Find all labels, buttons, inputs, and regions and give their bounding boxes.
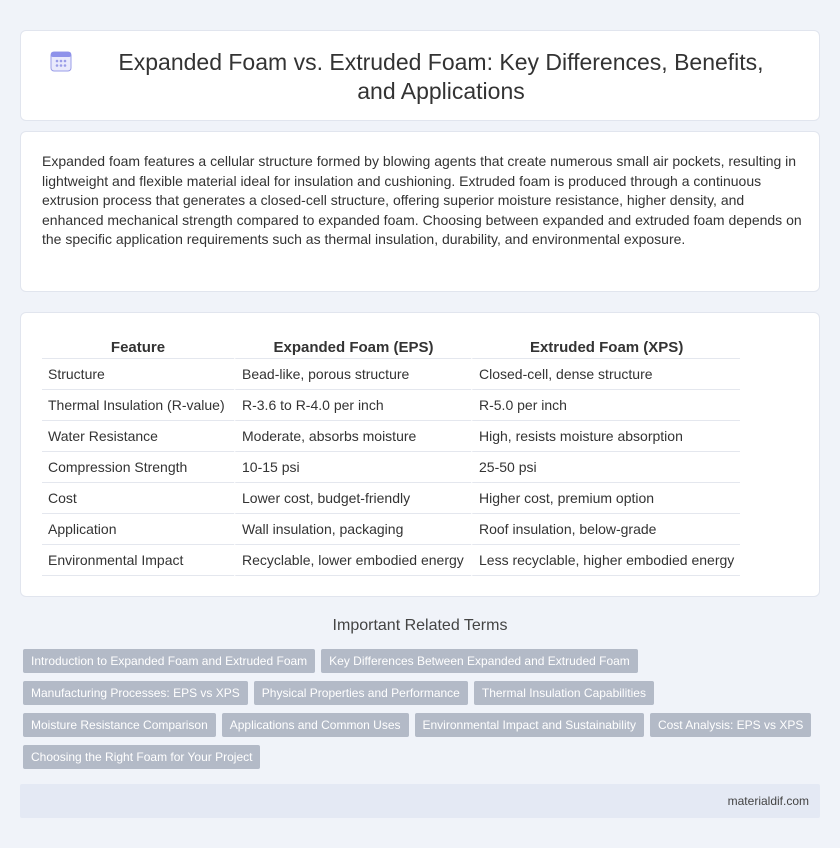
footer-bar <box>20 784 820 818</box>
related-term-tag[interactable]: Physical Properties and Performance <box>254 681 468 705</box>
related-term-tag[interactable]: Key Differences Between Expanded and Extruded Foam <box>321 649 638 673</box>
table-row <box>42 514 740 545</box>
table-row <box>42 359 740 390</box>
row-label: Structure <box>42 359 234 390</box>
table-row <box>42 483 740 514</box>
related-terms-list <box>23 649 823 769</box>
row-label: Compression Strength <box>42 452 234 483</box>
comparison-table-card <box>20 312 820 597</box>
row-label: Water Resistance <box>42 421 234 452</box>
intro-card <box>20 131 820 292</box>
row-label: Cost <box>42 483 234 514</box>
row-label: Environmental Impact <box>42 545 234 576</box>
eps-value: Moderate, absorbs moisture <box>234 421 471 452</box>
related-term-tag[interactable]: Environmental Impact and Sustainability <box>415 713 644 737</box>
calendar-icon <box>49 49 73 73</box>
related-term-tag[interactable]: Thermal Insulation Capabilities <box>474 681 654 705</box>
eps-value: Recyclable, lower embodied energy <box>234 545 471 576</box>
xps-value: 25-50 psi <box>471 452 740 483</box>
related-term-tag[interactable]: Moisture Resistance Comparison <box>23 713 216 737</box>
row-label: Thermal Insulation (R-value) <box>42 390 234 421</box>
related-term-tag[interactable]: Introduction to Expanded Foam and Extruded Foam <box>23 649 315 673</box>
table-row <box>42 390 740 421</box>
comparison-table <box>42 333 740 576</box>
related-term-tag[interactable]: Manufacturing Processes: EPS vs XPS <box>23 681 248 705</box>
row-label: Application <box>42 514 234 545</box>
header-inner <box>21 31 821 122</box>
eps-value: 10-15 psi <box>234 452 471 483</box>
eps-value: Lower cost, budget-friendly <box>234 483 471 514</box>
table-row <box>42 545 740 576</box>
header-expanded: Expanded Foam (EPS) <box>234 333 471 359</box>
xps-value: Closed-cell, dense structure <box>471 359 740 390</box>
related-terms-title: Important Related Terms <box>332 617 508 634</box>
xps-value: Higher cost, premium option <box>471 483 740 514</box>
table-header-row <box>42 333 740 359</box>
xps-value: Less recyclable, higher embodied energy <box>471 545 740 576</box>
xps-value: High, resists moisture absorption <box>471 421 740 452</box>
related-term-tag[interactable]: Choosing the Right Foam for Your Project <box>23 745 260 769</box>
header-card <box>20 30 820 121</box>
xps-value: Roof insulation, below-grade <box>471 514 740 545</box>
eps-value: Bead-like, porous structure <box>234 359 471 390</box>
xps-value: R-5.0 per inch <box>471 390 740 421</box>
table-row <box>42 452 740 483</box>
related-term-tag[interactable]: Cost Analysis: EPS vs XPS <box>650 713 811 737</box>
footer-site-link[interactable]: materialdif.com <box>727 794 809 808</box>
table-row <box>42 421 740 452</box>
intro-paragraph: Expanded foam features a cellular structure formed by blowing agents that create numerous small air pockets, resulting in lightweight and flexible material ideal for insulation and cushioning. Extruded foam is produced through a continuous extrusion process that generates a closed-cell structure, offering superior moisture resistance, higher density, and enhanced mechanical strength compared to expanded foam. Choosing between expanded and extruded foam depends on the specific application requirements such as thermal insulation, durability, and environmental exposure. <box>42 153 802 248</box>
eps-value: Wall insulation, packaging <box>234 514 471 545</box>
related-term-tag[interactable]: Applications and Common Uses <box>222 713 409 737</box>
page-title: Expanded Foam vs. Extruded Foam: Key Differences, Benefits, and Applications <box>118 48 764 104</box>
header-feature: Feature <box>42 333 234 359</box>
header-extruded: Extruded Foam (XPS) <box>471 333 740 359</box>
eps-value: R-3.6 to R-4.0 per inch <box>234 390 471 421</box>
